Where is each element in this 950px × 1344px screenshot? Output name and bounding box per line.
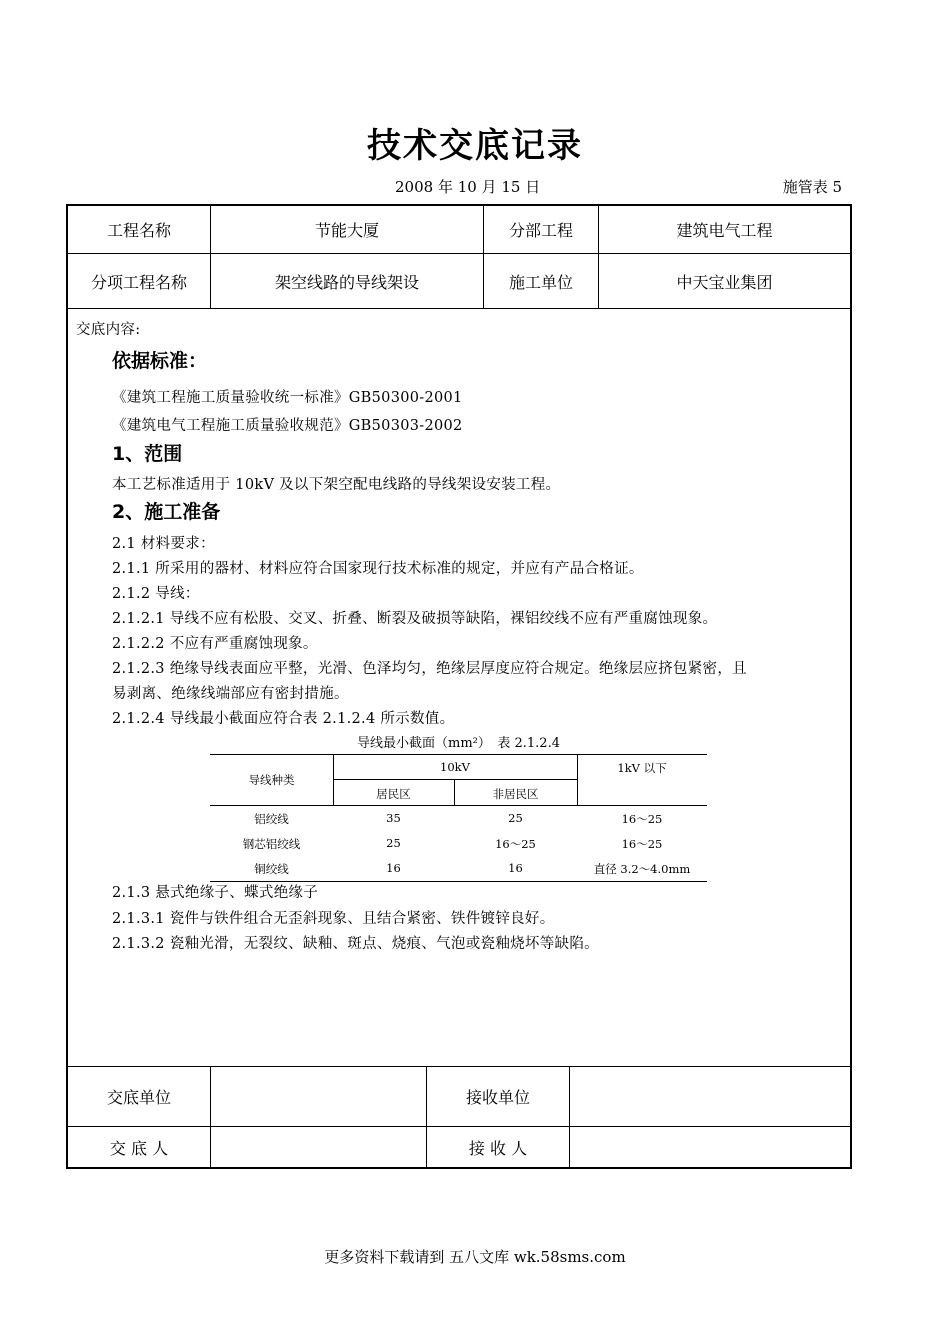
subitem-label: 分项工程名称 xyxy=(90,272,187,292)
table-cell: 25 xyxy=(508,811,523,825)
content-label: 交底内容: xyxy=(76,322,141,338)
contractor-value: 中天宝业集团 xyxy=(676,272,773,292)
scope-heading: 1、范围 xyxy=(112,443,183,465)
table-col-1kv: 1kV 以下 xyxy=(617,761,667,775)
contractor-label: 施工单位 xyxy=(508,272,573,292)
project-name-label: 工程名称 xyxy=(106,221,171,240)
record-date: 2008 年 10 月 15 日 xyxy=(395,178,541,196)
table-cell: 16 xyxy=(508,861,523,875)
division-value: 建筑电气工程 xyxy=(676,221,773,240)
basis-heading: 依据标准： xyxy=(112,350,208,372)
receiver-label: 接 收 人 xyxy=(468,1138,528,1158)
content-line: 2.1.2.2 不应有严重腐蚀现象。 xyxy=(112,636,318,652)
form-number: 施管表 5 xyxy=(782,178,842,196)
table-cell: 铝绞线 xyxy=(254,812,289,826)
content-line: 2.1.2.4 导线最小截面应符合表 2.1.2.4 所示数值。 xyxy=(112,711,455,727)
table-caption: 导线最小截面（mm²） 表 2.1.2.4 xyxy=(357,736,560,751)
content-line: 易剥离、绝缘线端部应有密封措施。 xyxy=(112,686,349,702)
table-col-nonres: 非居民区 xyxy=(492,787,539,801)
table-col-type: 导线种类 xyxy=(248,773,295,787)
issuer-unit-label: 交底单位 xyxy=(106,1088,171,1107)
subitem-value: 架空线路的导线架设 xyxy=(274,272,419,292)
project-name: 节能大厦 xyxy=(314,221,379,240)
table-col-res: 居民区 xyxy=(376,787,411,801)
content-line: 2.1.2.1 导线不应有松股、交叉、折叠、断裂及破损等缺陷，裸铝绞线不应有严重腐蚀现象。 xyxy=(112,611,718,627)
table-cell: 16～25 xyxy=(621,837,663,851)
table-cell: 25 xyxy=(386,836,401,850)
content-line: 2.1.1 所采用的器材、材料应符合国家现行技术标准的规定，并应有产品合格证。 xyxy=(112,561,644,577)
receiver-unit-field[interactable] xyxy=(570,1067,850,1126)
table-col-10kv: 10kV xyxy=(440,760,470,774)
prep-heading: 2、施工准备 xyxy=(112,501,221,523)
issuer-unit-field[interactable] xyxy=(211,1067,426,1126)
table-cell: 35 xyxy=(386,811,401,825)
scope-text: 本工艺标准适用于 10kV 及以下架空配电线路的导线架设安装工程。 xyxy=(112,477,561,493)
table-cell: 铜绞线 xyxy=(254,862,289,876)
table-cell: 钢芯铝绞线 xyxy=(242,837,301,851)
content-line: 2.1.2.3 绝缘导线表面应平整，光滑、色泽均匀，绝缘层厚度应符合规定。绝缘层应挤包紧密，且 xyxy=(112,661,747,677)
table-cell: 16～25 xyxy=(495,837,536,851)
division-label: 分部工程 xyxy=(508,221,573,240)
receiver-unit-label: 接收单位 xyxy=(465,1088,530,1107)
basis-line-2: 《建筑电气工程施工质量验收规范》GB50303-2002 xyxy=(112,418,463,434)
content-line: 2.1.2 导线： xyxy=(112,586,200,602)
content-line: 2.1.3.1 瓷件与铁件组合无歪斜现象、且结合紧密、铁件镀锌良好。 xyxy=(112,911,555,927)
table-cell: 16～25 xyxy=(621,812,663,826)
content-line: 2.1 材料要求： xyxy=(112,536,215,552)
content-line: 2.1.3.2 瓷釉光滑，无裂纹、缺釉、斑点、烧痕、气泡或瓷釉烧坏等缺陷。 xyxy=(112,936,599,952)
table-cell: 16 xyxy=(386,861,401,875)
page-title: 技术交底记录 xyxy=(367,126,583,166)
content-line: 2.1.3 悬式绝缘子、蝶式绝缘子 xyxy=(112,885,319,901)
issuer-label: 交 底 人 xyxy=(109,1138,169,1158)
table-cell: 直径 3.2～4.0mm xyxy=(593,862,691,876)
receiver-field[interactable] xyxy=(570,1127,850,1167)
issuer-field[interactable] xyxy=(211,1127,426,1167)
footer-link[interactable]: 更多资料下载请到 五八文库 wk.58sms.com xyxy=(324,1248,626,1266)
basis-line-1: 《建筑工程施工质量验收统一标准》GB50300-2001 xyxy=(112,390,463,406)
